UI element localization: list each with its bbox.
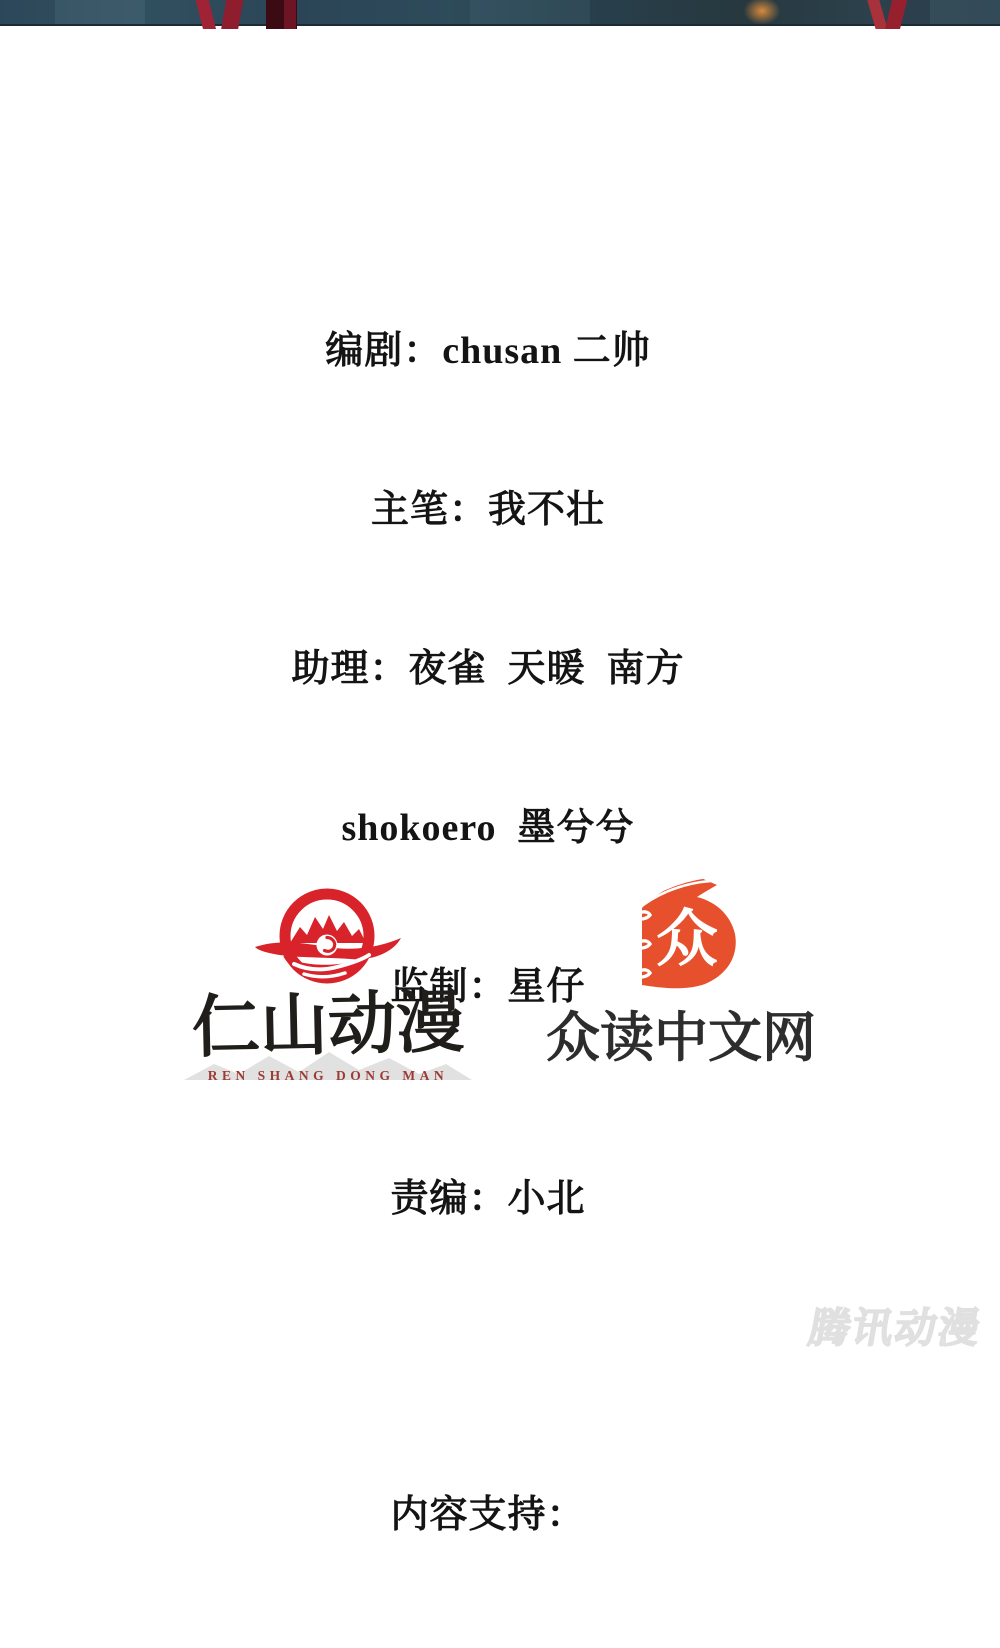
header-artwork-strip bbox=[0, 0, 1000, 26]
credit-supervisor: 监制：星仔 bbox=[390, 966, 586, 1008]
dark-ribbon-highlight bbox=[284, 0, 296, 29]
light-patch-decoration bbox=[930, 0, 1000, 24]
credit-assistants: 助理：夜雀 天暖 南方 bbox=[291, 648, 685, 690]
tencent-comics-watermark: 腾讯动漫 bbox=[805, 1305, 986, 1351]
zhongdu-logo bbox=[538, 872, 824, 1066]
light-patch-decoration bbox=[470, 0, 590, 24]
renshang-logo-title: 仁山动漫 bbox=[191, 984, 465, 1066]
credit-lead-artist: 主笔：我不壮 bbox=[370, 489, 605, 531]
credit-writer: 编剧：chusan 二帅 bbox=[325, 330, 651, 372]
red-ribbon-decoration bbox=[866, 0, 887, 29]
renshang-logo-romanized: REN SHANG DONG MAN bbox=[207, 1068, 449, 1083]
orange-glow-decoration bbox=[742, 0, 782, 26]
credit-assistants-cont: shokoero 墨兮兮 bbox=[341, 807, 635, 849]
credit-editor: 责编：小北 bbox=[390, 1178, 586, 1220]
renshang-logo bbox=[182, 886, 474, 1084]
credits-block bbox=[0, 219, 988, 1648]
light-patch-decoration bbox=[55, 0, 145, 24]
zhongdu-emblem-icon bbox=[623, 872, 739, 996]
red-ribbon-decoration bbox=[195, 0, 216, 29]
red-ribbon-decoration bbox=[885, 0, 908, 29]
zhongdu-logo-title: 众读中文网 bbox=[546, 1008, 816, 1068]
content-support-label: 内容支持： bbox=[390, 1494, 586, 1536]
red-ribbon-decoration bbox=[221, 0, 244, 29]
renshang-emblem-icon bbox=[252, 886, 404, 992]
emblem-character: 众 bbox=[655, 906, 719, 974]
